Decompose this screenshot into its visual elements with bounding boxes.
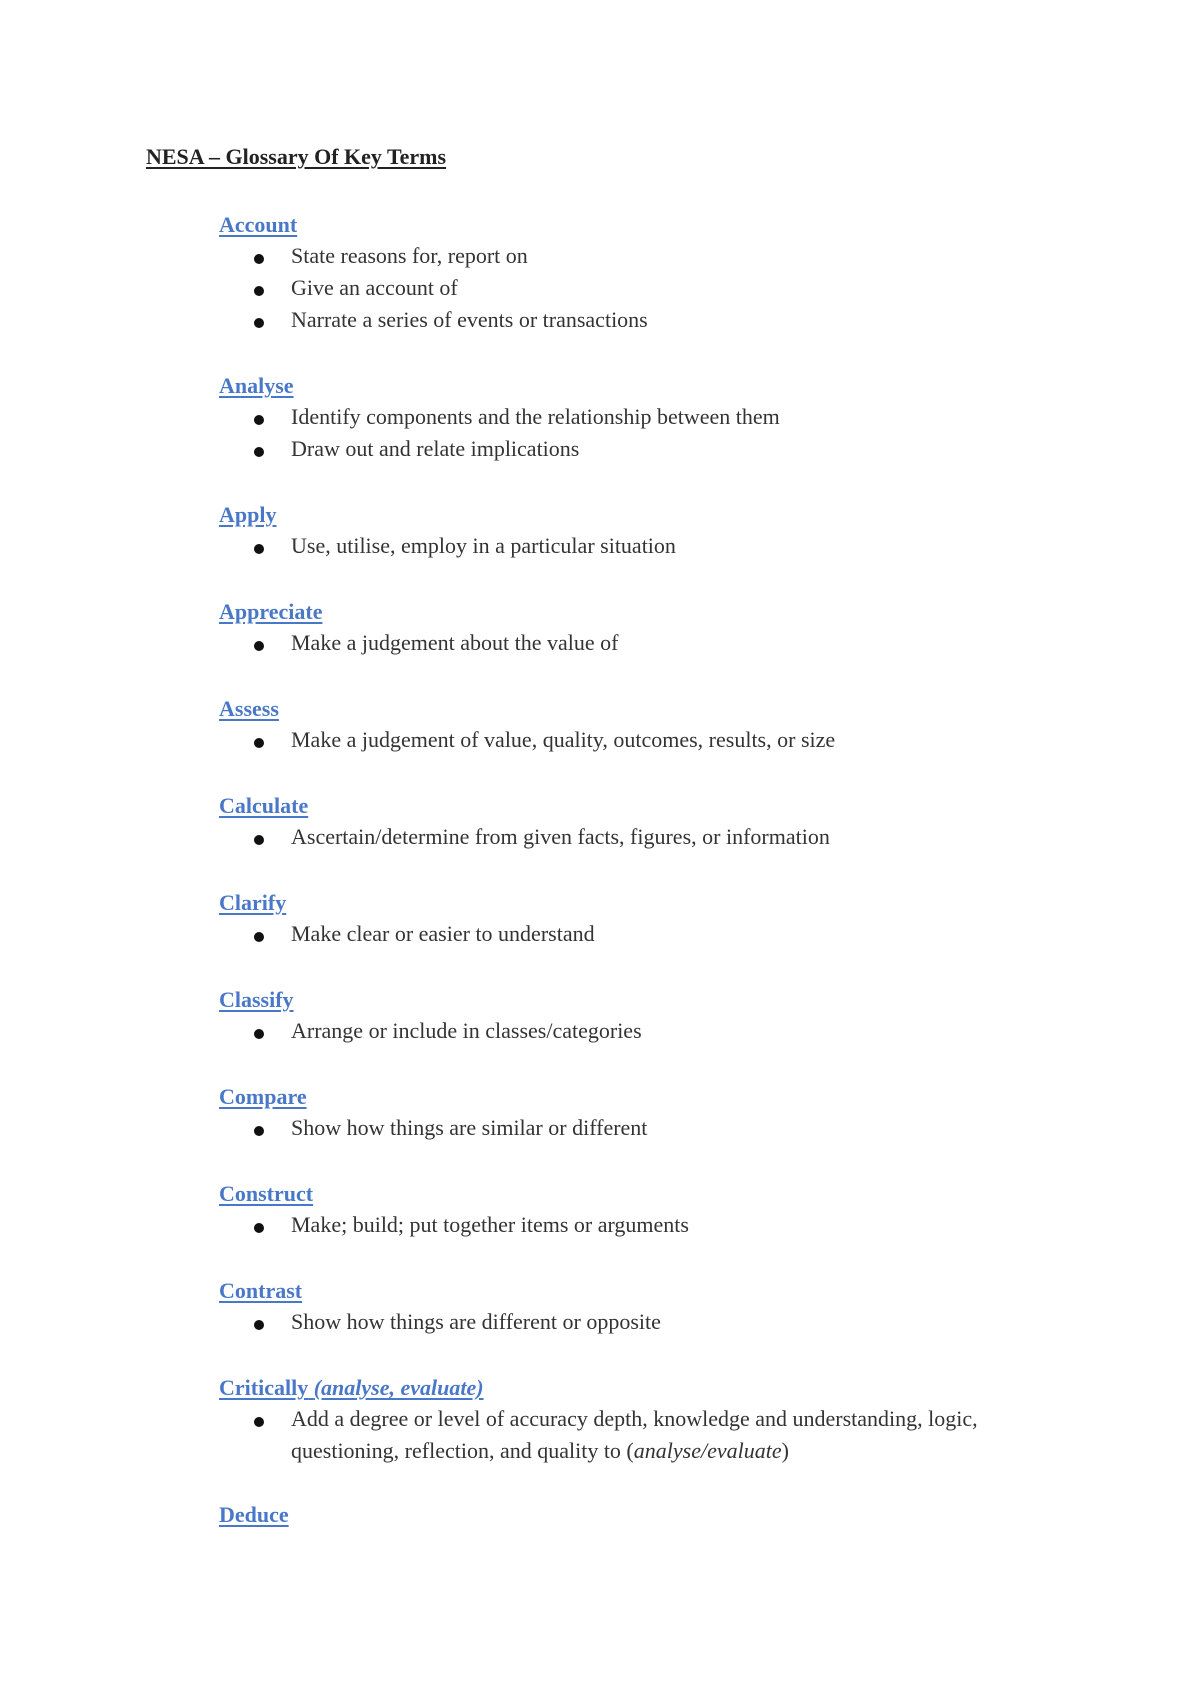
term-link-account[interactable]: Account [219, 212, 298, 237]
bullet-icon [254, 544, 264, 554]
definition-list [0, 1213, 1200, 1245]
definition-text: Make; build; put together items or arguments [291, 1212, 689, 1237]
bullet-icon [254, 1029, 264, 1039]
definition-list [0, 631, 1200, 663]
definition-item [0, 1019, 1200, 1051]
term-link-construct[interactable]: Construct [219, 1181, 314, 1206]
term-link-contrast[interactable]: Contrast [219, 1278, 303, 1303]
term-link-clarify[interactable]: Clarify [219, 890, 287, 915]
term-link-calculate[interactable]: Calculate [219, 793, 309, 818]
definition-text-suffix: ) [781, 1438, 789, 1463]
definition-item [0, 728, 1200, 760]
definition-text: Narrate a series of events or transactions [291, 307, 648, 332]
definition-text: Draw out and relate implications [291, 436, 580, 461]
definition-text: Make a judgement of value, quality, outcomes, results, or size [291, 727, 836, 752]
definition-item [0, 534, 1200, 566]
definition-item [0, 1310, 1200, 1342]
definition-item [0, 437, 1200, 469]
definition-list [0, 405, 1200, 469]
definition-text: Give an account of [291, 275, 458, 300]
definition-list [0, 922, 1200, 954]
definition-text: Identify components and the relationship between them [291, 404, 780, 429]
term-link-analyse[interactable]: Analyse [219, 373, 294, 398]
definition-item [0, 308, 1200, 340]
definition-text: State reasons for, report on [291, 243, 528, 268]
definition-text: Show how things are similar or different [291, 1115, 648, 1140]
definition-text: Make a judgement about the value of [291, 630, 619, 655]
definition-text: Make clear or easier to understand [291, 921, 595, 946]
definition-text: Use, utilise, employ in a particular situation [291, 533, 676, 558]
term-link-assess[interactable]: Assess [219, 696, 279, 721]
definition-list [0, 728, 1200, 760]
term-link-deduce[interactable]: Deduce [219, 1502, 289, 1527]
definition-text-prefix: Add a degree or level of accuracy depth, knowledge and understanding, logic, questioning, reflection, and quality to ( [291, 1406, 978, 1463]
definition-list [0, 534, 1200, 566]
definition-list [0, 1310, 1200, 1342]
term-heading [0, 1502, 900, 1534]
document-title: NESA – Glossary Of Key Terms [146, 144, 447, 169]
definition-list [0, 1116, 1200, 1148]
definition-text-italic: analyse/evaluate [633, 1438, 782, 1463]
definition-text: Arrange or include in classes/categories [291, 1018, 642, 1043]
definition-item [0, 1116, 1200, 1148]
bullet-icon [254, 415, 264, 425]
term-link-appreciate[interactable]: Appreciate [219, 599, 323, 624]
definition-item [0, 922, 1200, 954]
definition-list [0, 1407, 1200, 1471]
definition-text: Ascertain/determine from given facts, figures, or information [291, 824, 830, 849]
definition-text [291, 1403, 1071, 1467]
definition-text: Show how things are different or opposite [291, 1309, 661, 1334]
term-link-compare[interactable]: Compare [219, 1084, 307, 1109]
definition-list [0, 825, 1200, 857]
term-link-apply[interactable]: Apply [219, 502, 277, 527]
term-label: Critically [219, 1375, 309, 1400]
term-qualifier: (analyse, evaluate) [313, 1375, 484, 1400]
bullet-icon [254, 1417, 264, 1427]
bullet-icon [254, 1223, 264, 1233]
definition-item [0, 825, 1200, 857]
bullet-icon [254, 318, 264, 328]
bullet-icon [254, 447, 264, 457]
bullet-icon [254, 1126, 264, 1136]
bullet-icon [254, 738, 264, 748]
definition-item [0, 1213, 1200, 1245]
bullet-icon [254, 641, 264, 651]
bullet-icon [254, 1320, 264, 1330]
bullet-icon [254, 835, 264, 845]
bullet-icon [254, 932, 264, 942]
definition-item [0, 631, 1200, 663]
definition-list [0, 1019, 1200, 1051]
bullet-icon [254, 254, 264, 264]
definition-list [0, 244, 1200, 340]
bullet-icon [254, 286, 264, 296]
term-link-critically[interactable] [219, 1375, 484, 1401]
definition-item [0, 1407, 1200, 1471]
term-link-classify[interactable]: Classify [219, 987, 294, 1012]
